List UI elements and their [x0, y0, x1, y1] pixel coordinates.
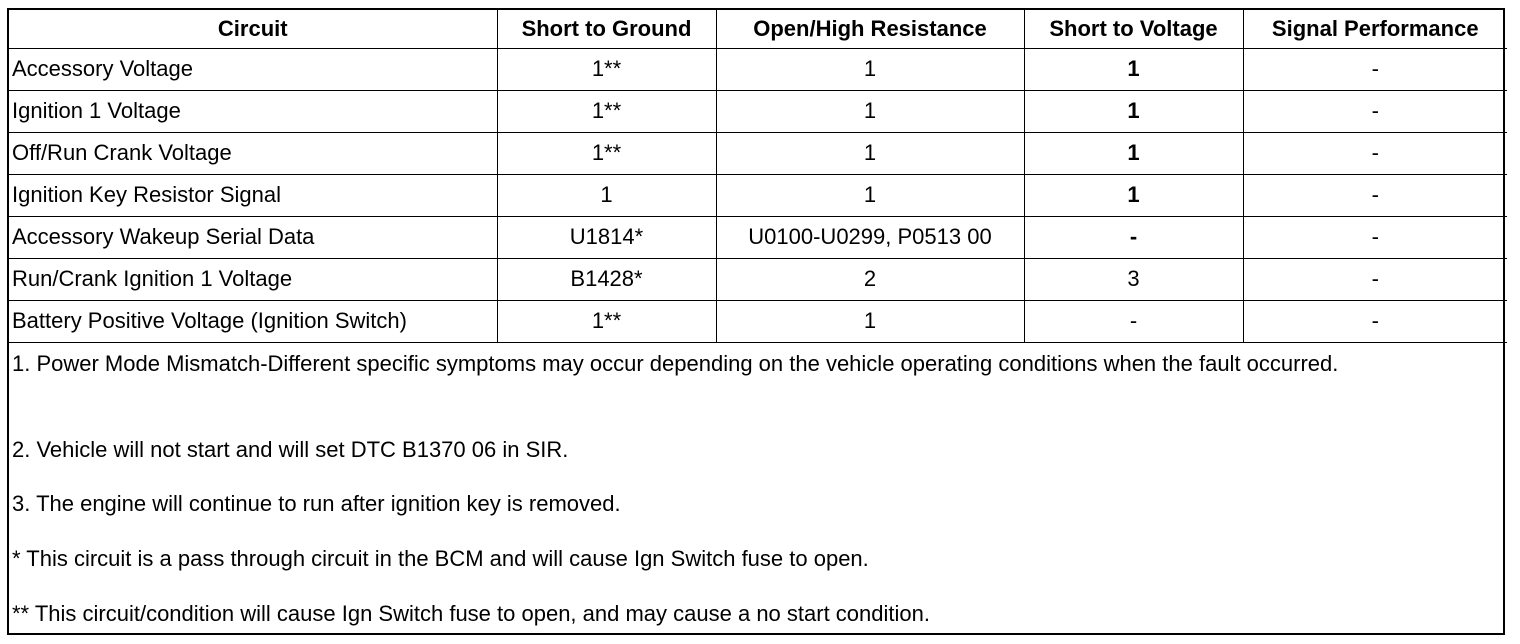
- short-to-ground-cell: U1814*: [497, 216, 716, 258]
- header-signal-performance: Signal Performance: [1243, 10, 1507, 48]
- footnote-double-asterisk: ** This circuit/condition will cause Ign Switch fuse to open, and may cause a no start condition.: [12, 600, 930, 626]
- short-to-voltage-cell: 1: [1024, 90, 1243, 132]
- short-to-ground-cell: 1: [497, 174, 716, 216]
- header-short-to-ground: Short to Ground: [497, 10, 716, 48]
- table-row: [9, 258, 1507, 300]
- short-to-ground-cell: 1**: [497, 48, 716, 90]
- open-high-resistance-cell: 1: [716, 174, 1024, 216]
- footnote-1: 1. Power Mode Mismatch-Different specific symptoms may occur depending on the vehicle operating conditions when the fault occurred.: [12, 350, 1339, 376]
- table-row: [9, 300, 1507, 342]
- circuit-name-cell: Battery Positive Voltage (Ignition Switch): [9, 300, 497, 342]
- signal-performance-cell: -: [1243, 258, 1507, 300]
- signal-performance-cell: -: [1243, 174, 1507, 216]
- header-circuit: Circuit: [9, 10, 497, 48]
- table-row: [9, 174, 1507, 216]
- signal-performance-cell: -: [1243, 48, 1507, 90]
- circuit-name-cell: Ignition Key Resistor Signal: [9, 174, 497, 216]
- footnote-single-asterisk: * This circuit is a pass through circuit in the BCM and will cause Ign Switch fuse to open.: [12, 545, 869, 571]
- short-to-ground-cell: 1**: [497, 300, 716, 342]
- circuit-name-cell: Accessory Voltage: [9, 48, 497, 90]
- table-row: [9, 132, 1507, 174]
- circuit-name-cell: Accessory Wakeup Serial Data: [9, 216, 497, 258]
- table-row: [9, 216, 1507, 258]
- short-to-ground-cell: B1428*: [497, 258, 716, 300]
- short-to-voltage-cell: 1: [1024, 174, 1243, 216]
- header-short-to-voltage: Short to Voltage: [1024, 10, 1243, 48]
- footnotes-section: [9, 343, 1503, 629]
- header-open-high-resistance: Open/High Resistance: [716, 10, 1024, 48]
- dtc-symptom-table-document: [7, 8, 1505, 635]
- circuit-fault-table: [9, 10, 1507, 343]
- short-to-voltage-cell: -: [1024, 300, 1243, 342]
- open-high-resistance-cell: 1: [716, 132, 1024, 174]
- short-to-voltage-cell: 1: [1024, 48, 1243, 90]
- signal-performance-cell: -: [1243, 216, 1507, 258]
- open-high-resistance-cell: 1: [716, 90, 1024, 132]
- open-high-resistance-cell: 2: [716, 258, 1024, 300]
- signal-performance-cell: -: [1243, 300, 1507, 342]
- circuit-name-cell: Off/Run Crank Voltage: [9, 132, 497, 174]
- circuit-name-cell: Run/Crank Ignition 1 Voltage: [9, 258, 497, 300]
- signal-performance-cell: -: [1243, 132, 1507, 174]
- short-to-ground-cell: 1**: [497, 90, 716, 132]
- open-high-resistance-cell: 1: [716, 48, 1024, 90]
- short-to-ground-cell: 1**: [497, 132, 716, 174]
- footnote-2: 2. Vehicle will not start and will set DTC B1370 06 in SIR.: [12, 436, 569, 462]
- short-to-voltage-cell: -: [1024, 216, 1243, 258]
- footnote-3: 3. The engine will continue to run after ignition key is removed.: [12, 490, 621, 516]
- open-high-resistance-cell: U0100-U0299, P0513 00: [716, 216, 1024, 258]
- table-row: [9, 90, 1507, 132]
- short-to-voltage-cell: 3: [1024, 258, 1243, 300]
- table-header-row: [9, 10, 1507, 48]
- table-row: [9, 48, 1507, 90]
- short-to-voltage-cell: 1: [1024, 132, 1243, 174]
- open-high-resistance-cell: 1: [716, 300, 1024, 342]
- signal-performance-cell: -: [1243, 90, 1507, 132]
- circuit-name-cell: Ignition 1 Voltage: [9, 90, 497, 132]
